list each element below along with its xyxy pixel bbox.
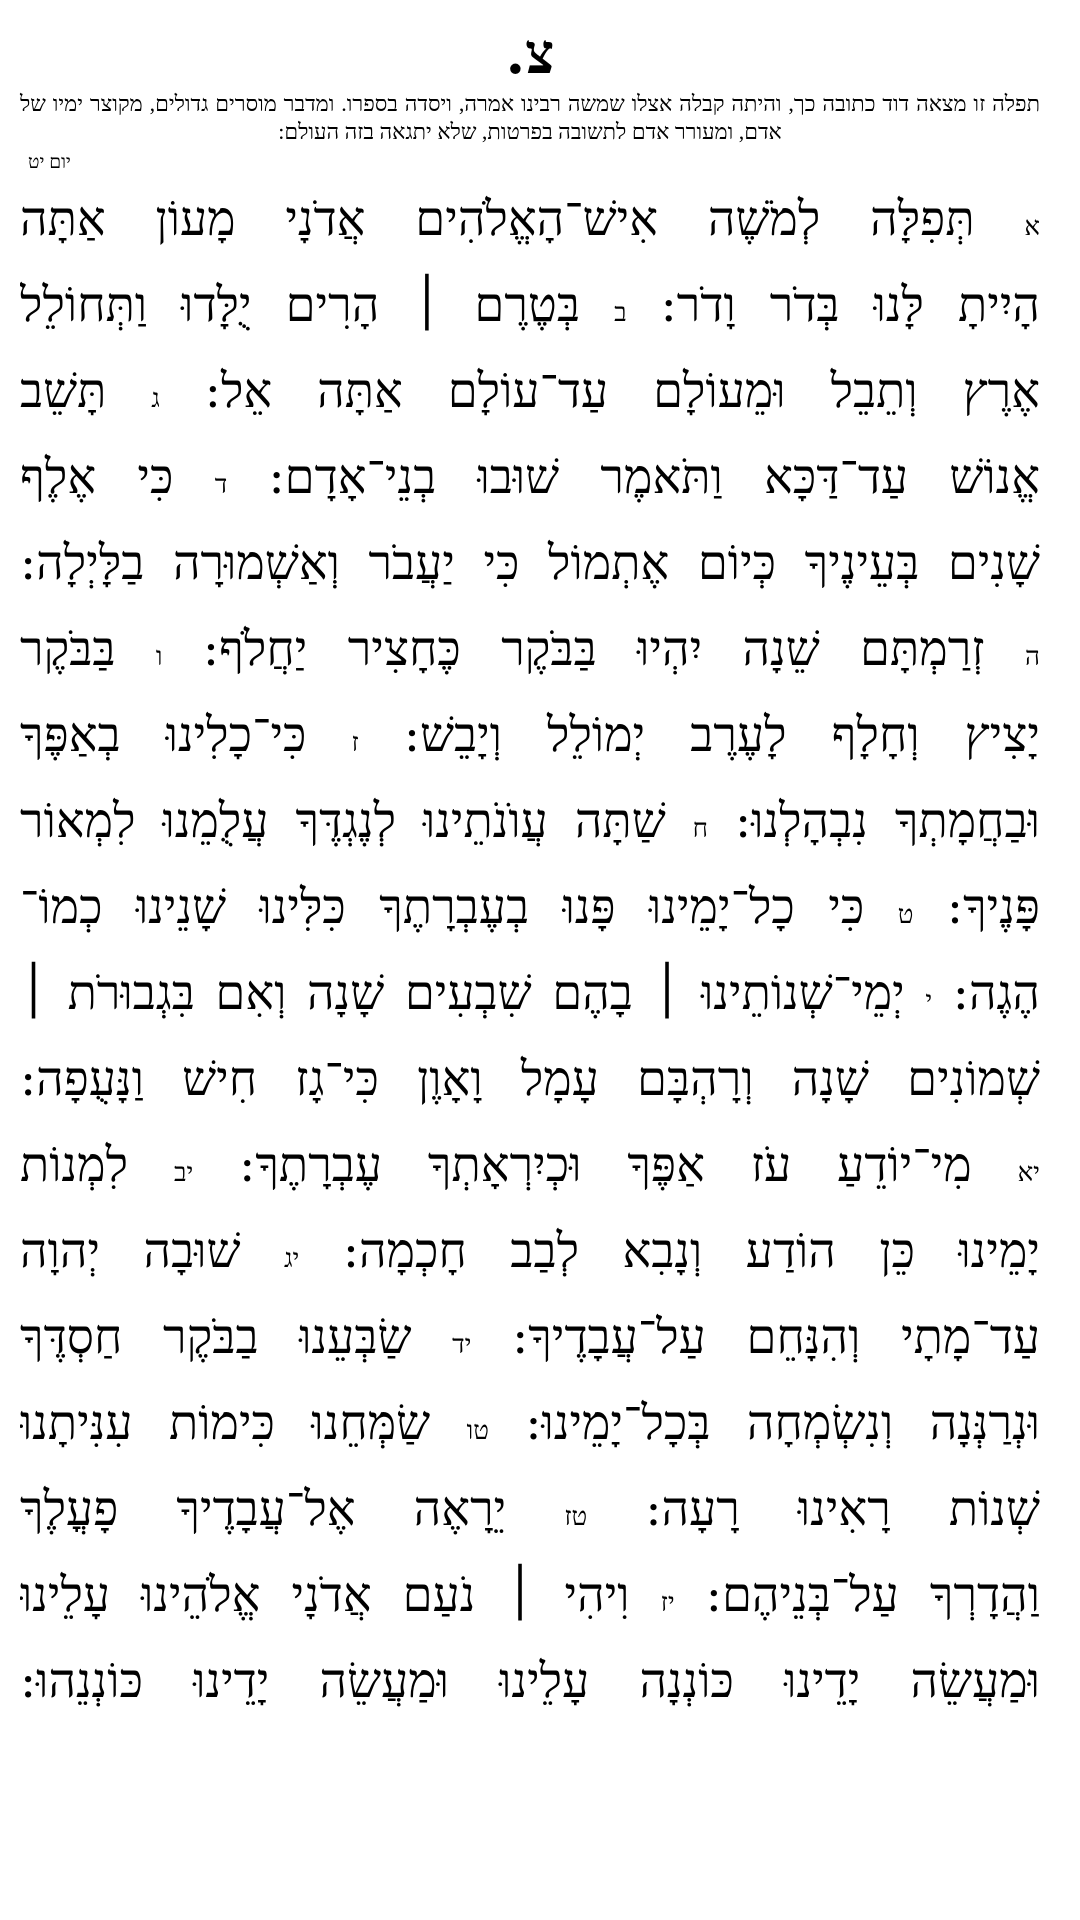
verse-text: יְמֵי־שְׁנוֹתֵינוּ ׀ בָהֶם שִׁבְעִים שָׁנָה וְאִם בִּגְבוּרֹת ׀ bbox=[20, 965, 926, 1021]
verse-number: יא bbox=[1017, 1158, 1040, 1187]
verse-line bbox=[20, 864, 1040, 950]
verses-block bbox=[20, 176, 1040, 1724]
day-label: יום יט bbox=[28, 152, 71, 173]
verse-line bbox=[20, 692, 1040, 778]
verse-text: אֱנוֹשׁ עַד־דַּכָּא וַתֹּאמֶר שׁוּבוּ בְנֵי־אָדָם: bbox=[227, 449, 1040, 505]
verse-text: פָּנֶיךָ: bbox=[913, 879, 1040, 935]
verse-text: מִי־יוֹדֵעַ עֹז אַפֶּךָ וּכְיִרְאָתְךָ עֶבְרָתֶךָ: bbox=[193, 1137, 1018, 1193]
intro-line-1: תפלה זו מצאה דוד כתובה כך, והיתה קבלה אצלו שמשה רבינו אמרה, ויסדה bbox=[404, 91, 1041, 116]
verse-line bbox=[20, 778, 1040, 864]
verse-line bbox=[20, 606, 1040, 692]
verse-text: שָׁנִים בְּעֵינֶיךָ כְּיוֹם אֶתְמוֹל כִּי יַעֲבֹר וְאַשְׁמוּרָה בַלָּיְלָה: bbox=[20, 535, 1040, 591]
verse-number: ו bbox=[155, 642, 163, 671]
verse-line bbox=[20, 1466, 1040, 1552]
verse-line bbox=[20, 434, 1040, 520]
verse-text: יָצִיץ וְחָלָף לָעֶרֶב יְמוֹלֵל וְיָבֵשׁ: bbox=[358, 707, 1040, 763]
verse-number: ב bbox=[614, 298, 627, 327]
verse-text: יֵרָאֶה אֶל־עֲבָדֶיךָ פָעֳלֶךָ bbox=[20, 1481, 565, 1537]
verse-text: שַׂבְּעֵנוּ בַבֹּקֶר חַסְדֶּךָ bbox=[20, 1309, 453, 1365]
verse-text: הֶגֶה: bbox=[932, 965, 1040, 1021]
intro-line-2: בספרו. ומדבר מוסרים גדולים, מקוצר ימיו של אדם, ומעורר אדם לתשובה בפרטות, bbox=[20, 91, 782, 144]
verse-number: יג bbox=[283, 1244, 300, 1273]
verse-text: שְׁנוֹת רָאִינוּ רָעָה: bbox=[587, 1481, 1040, 1537]
verse-text: וִיהִי ׀ נֹעַם אֲדֹנָי אֱלֹהֵינוּ עָלֵינוּ bbox=[20, 1567, 661, 1623]
verse-text: וּנְרַנְּנָה וְנִשְׂמְחָה בְּכָל־יָמֵינוּ: bbox=[488, 1395, 1040, 1451]
verse-line bbox=[20, 176, 1040, 262]
verse-text: זְרַמְתָּם שֵׁנָה יִהְיוּ בַּבֹּקֶר כֶּחָצִיר יַחֲלֹף: bbox=[162, 621, 1026, 677]
verse-line bbox=[20, 1208, 1040, 1294]
verse-text: עַד־מָתָי וְהִנָּחֵם עַל־עֲבָדֶיךָ: bbox=[471, 1309, 1040, 1365]
verse-text: כִּי אֶלֶף bbox=[20, 449, 215, 505]
verse-text: וּבַחֲמָתְךָ נִבְהָלְנוּ: bbox=[708, 793, 1040, 849]
verse-text: אֶרֶץ וְתֵבֵל וּמֵעוֹלָם עַד־עוֹלָם אַתָּה אֵל: bbox=[159, 363, 1040, 419]
verse-text: תָּשֵׁב bbox=[20, 363, 152, 419]
verse-text: בְּטֶרֶם ׀ הָרִים יֻלָּדוּ וַתְּחוֹלֵל bbox=[20, 277, 615, 333]
verse-number: ז bbox=[351, 728, 359, 757]
intro-line-3: שלא יתגאה בזה העולם: bbox=[278, 119, 477, 144]
verse-line bbox=[20, 262, 1040, 348]
intro-paragraph bbox=[20, 90, 1040, 146]
psalm-page bbox=[20, 0, 1040, 1920]
verse-text: תְּפִלָּה לְמֹשֶׁה אִישׁ־הָאֱלֹהִים אֲדֹנָי מָעוֹן אַתָּה bbox=[20, 191, 1025, 247]
verse-number: ח bbox=[692, 814, 709, 843]
verse-text: כִּי כָל־יָמֵינוּ פָּנוּ בְעֶבְרָתֶךָ כִּלִּינוּ שָׁנֵינוּ כְמוֹ־ bbox=[20, 879, 898, 935]
chapter-title: צ. bbox=[505, 21, 555, 87]
verse-line bbox=[20, 1380, 1040, 1466]
verse-text: שׁוּבָה יְהוָה bbox=[20, 1223, 284, 1279]
verse-line bbox=[20, 348, 1040, 434]
verse-line bbox=[20, 1638, 1040, 1724]
verse-line bbox=[20, 520, 1040, 606]
verse-number: ד bbox=[214, 470, 228, 499]
verse-number: ט bbox=[897, 900, 914, 929]
verse-number: טז bbox=[564, 1502, 588, 1531]
verse-line bbox=[20, 1552, 1040, 1638]
verse-text: בַּבֹּקֶר bbox=[20, 621, 156, 677]
verse-number: טו bbox=[466, 1416, 489, 1445]
verse-line bbox=[20, 950, 1040, 1036]
verse-text: שַׂמְּחֵנוּ כִּימוֹת עִנִּיתָנוּ bbox=[20, 1395, 467, 1451]
verse-number: יז bbox=[660, 1588, 675, 1617]
verse-line bbox=[20, 1122, 1040, 1208]
verse-number: יד bbox=[452, 1330, 472, 1359]
verse-text: וַהֲדָרְךָ עַל־בְּנֵיהֶם: bbox=[674, 1567, 1040, 1623]
verse-line bbox=[20, 1294, 1040, 1380]
verse-number: י bbox=[925, 986, 933, 1015]
verse-text: שַׁתָּה עֲוֺנֹתֵינוּ לְנֶגְדֶּךָ עֲלֻמֵנוּ לִמְאוֹר bbox=[20, 793, 693, 849]
verse-text: וּמַעֲשֵׂה יָדֵינוּ כּוֹנְנָה עָלֵינוּ וּמַעֲשֵׂה יָדֵינוּ כּוֹנְנֵהוּ: bbox=[20, 1653, 1040, 1709]
verse-number: ג bbox=[151, 384, 160, 413]
verse-text: שְׁמוֹנִים שָׁנָה וְרָהְבָּם עָמָל וָאָוֶן כִּי־גָז חִישׁ וַנָּעֻפָה: bbox=[20, 1051, 1040, 1107]
verse-number: ה bbox=[1025, 642, 1040, 671]
verse-text: יָמֵינוּ כֵּן הוֹדַע וְנָבִא לְבַב חָכְמָה: bbox=[299, 1223, 1040, 1279]
verse-number: יב bbox=[173, 1158, 194, 1187]
verse-line bbox=[20, 1036, 1040, 1122]
verse-text: הָיִיתָ לָּנוּ בְּדֹר וָדֹר: bbox=[626, 277, 1040, 333]
verse-number: א bbox=[1024, 212, 1040, 241]
verse-text: לִמְנוֹת bbox=[20, 1137, 174, 1193]
verse-text: כִּי־כָלִינוּ בְאַפֶּךָ bbox=[20, 707, 352, 763]
